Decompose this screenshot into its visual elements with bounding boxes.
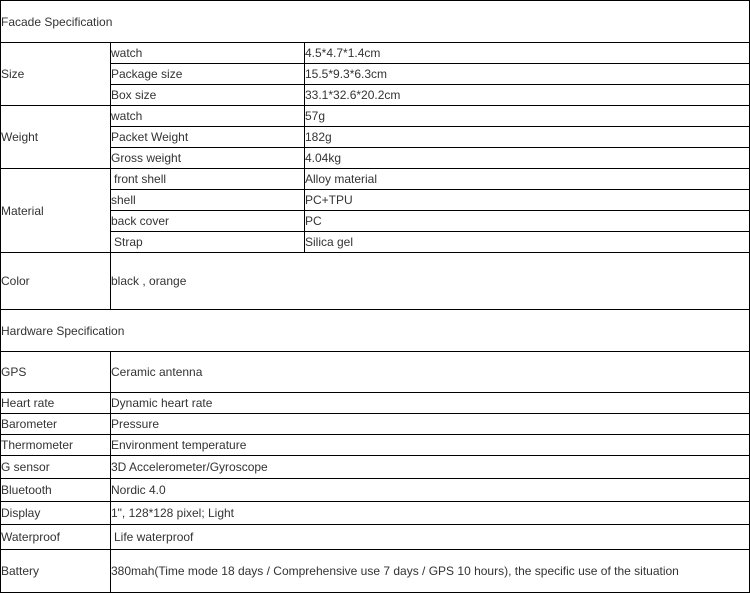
size-row [1, 43, 750, 64]
hardware-row-barometer [1, 414, 750, 435]
size-row [1, 64, 750, 85]
weight-item: watch [111, 106, 305, 127]
weight-row [1, 148, 750, 169]
facade-section-title: Facade Specification [1, 1, 750, 43]
size-item: Box size [111, 85, 305, 106]
hardware-label: GPS [1, 352, 111, 393]
hardware-value: Pressure [111, 414, 750, 435]
size-value: 4.5*4.7*1.4cm [305, 43, 750, 64]
hardware-value: Nordic 4.0 [111, 479, 750, 502]
hardware-section-title: Hardware Specification [1, 310, 750, 352]
material-item: Strap [111, 232, 305, 253]
material-item: back cover [111, 211, 305, 232]
material-value: PC [305, 211, 750, 232]
size-row [1, 85, 750, 106]
hardware-row-gps [1, 352, 750, 393]
weight-row [1, 106, 750, 127]
hardware-value: 3D Accelerometer/Gyroscope [111, 456, 750, 479]
hardware-label: Bluetooth [1, 479, 111, 502]
hardware-label: G sensor [1, 456, 111, 479]
hardware-value: Environment temperature [111, 435, 750, 456]
weight-value: 182g [305, 127, 750, 148]
material-value: Silica gel [305, 232, 750, 253]
hardware-row-g-sensor [1, 456, 750, 479]
hardware-label: Heart rate [1, 393, 111, 414]
material-row [1, 169, 750, 190]
material-value: PC+TPU [305, 190, 750, 211]
weight-label: Weight [1, 106, 111, 169]
hardware-row-waterproof [1, 525, 750, 550]
size-value: 33.1*32.6*20.2cm [305, 85, 750, 106]
size-item: Package size [111, 64, 305, 85]
hardware-value: Dynamic heart rate [111, 393, 750, 414]
hardware-row-bluetooth [1, 479, 750, 502]
hardware-label: Battery [1, 550, 111, 593]
hardware-value: 1", 128*128 pixel; Light [111, 502, 750, 525]
hardware-label: Waterproof [1, 525, 111, 550]
hardware-row-display [1, 502, 750, 525]
facade-section-row [1, 1, 750, 43]
color-value: black , orange [111, 253, 750, 310]
weight-item: Packet Weight [111, 127, 305, 148]
weight-value: 4.04kg [305, 148, 750, 169]
weight-item: Gross weight [111, 148, 305, 169]
hardware-section-row [1, 310, 750, 352]
hardware-value: 380mah(Time mode 18 days / Comprehensive use 7 days / GPS 10 hours), the specific use of the situation [111, 550, 750, 593]
hardware-label: Thermometer [1, 435, 111, 456]
hardware-row-battery [1, 550, 750, 593]
hardware-row-thermometer [1, 435, 750, 456]
color-label: Color [1, 253, 111, 310]
material-row [1, 232, 750, 253]
material-row [1, 211, 750, 232]
material-item: shell [111, 190, 305, 211]
hardware-value: Ceramic antenna [111, 352, 750, 393]
hardware-label: Display [1, 502, 111, 525]
color-row [1, 253, 750, 310]
hardware-value: Life waterproof [111, 525, 750, 550]
material-row [1, 190, 750, 211]
hardware-row-heart-rate [1, 393, 750, 414]
material-value: Alloy material [305, 169, 750, 190]
hardware-label: Barometer [1, 414, 111, 435]
material-label: Material [1, 169, 111, 253]
weight-row [1, 127, 750, 148]
size-item: watch [111, 43, 305, 64]
weight-value: 57g [305, 106, 750, 127]
size-value: 15.5*9.3*6.3cm [305, 64, 750, 85]
size-label: Size [1, 43, 111, 106]
material-item: front shell [111, 169, 305, 190]
